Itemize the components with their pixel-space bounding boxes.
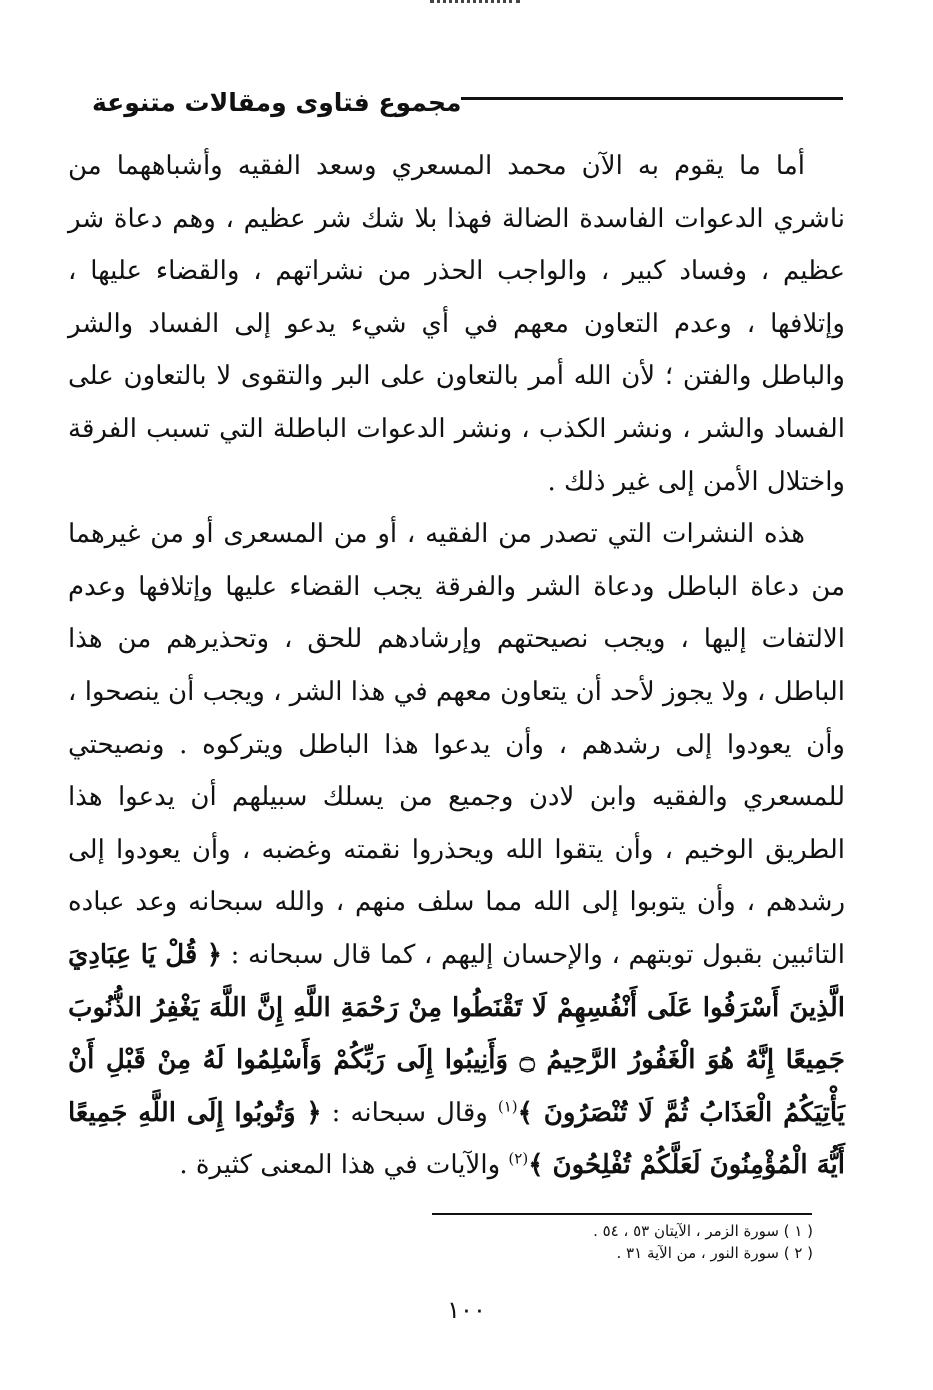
header-title: مجموع فتاوى ومقالات متنوعة xyxy=(92,87,462,117)
footnote-ref-2: (٢) xyxy=(508,1149,529,1168)
header-rule xyxy=(461,97,843,100)
paragraph-1: أما ما يقوم به الآن محمد المسعري وسعد الفقيه وأشباههما من ناشري الدعوات الفاسدة الضالة فهذا بلا شك شر عظيم ، وهم دعاة شر عظيم ، وفساد كبير ، والواجب الحذر من نشراتهم ، والقضاء عليها ، وإتلافها ، وعدم التعاون معهم في أي شيء يدعو إلى الفساد والشر والباطل والفتن ؛ لأن الله أمر بالتعاون على البر والتقوى لا بالتعاون على الفساد والشر ، ونشر الكذب ، ونشر الدعوات الباطلة التي تسبب الفرقة واختلال الأمن إلى غير ذلك . xyxy=(68,151,845,497)
footnote-ref-1: (١) xyxy=(497,1097,518,1116)
quran-verse-1: ﴿ قُلْ يَا عِبَادِيَ الَّذِينَ أَسْرَفُوا عَلَى أَنْفُسِهِمْ لَا تَقْنَطُوا مِنْ رَحْمَةِ اللَّهِ إِنَّ اللَّهَ يَغْفِرُ الذُّنُوبَ جَمِيعًا إِنَّهُ هُوَ الْغَفُورُ الرَّحِيمُ ۝ وَأَنِيبُوا إِلَى رَبِّكُمْ وَأَسْلِمُوا لَهُ مِنْ قَبْلِ أَنْ يَأْتِيَكُمُ الْعَذَابُ ثُمَّ لَا تُنْصَرُونَ ﴾ xyxy=(68,939,845,1128)
main-text xyxy=(68,140,845,1192)
text-end: والآيات في هذا المعنى كثيرة . xyxy=(179,1150,501,1181)
footnote-1: ( ١ ) سورة الزمر ، الآيتان ٥٣ ، ٥٤ . xyxy=(593,1222,813,1240)
paragraph-2-text: هذه النشرات التي تصدر من الفقيه ، أو من المسعرى أو من غيرهما من دعاة الباطل ودعاة الشر والفرقة يجب القضاء عليها وإتلافها وعدم الالتفات إليها ، ويجب نصيحتهم وإرشادهم للحق ، وتحذيرهم من هذا الباطل ، ولا يجوز لأحد أن يتعاون معهم في هذا الشر ، ويجب أن ينصحوا ، وأن يعودوا إلى رشدهم ، وأن يدعوا هذا الباطل ويتركوه . ونصيحتي للمسعري والفقيه وابن لادن وجميع من يسلك سبيلهم أن يدعوا هذا الطريق الوخيم ، وأن يتقوا الله ويحذروا نقمته وغضبه ، وأن يعودوا إلى رشدهم ، وأن يتوبوا إلى الله مما سلف منهم ، والله سبحانه وعد عباده التائبين بقبول توبتهم ، والإحسان إليهم ، كما قال سبحانه : xyxy=(68,519,846,970)
running-header xyxy=(78,80,843,124)
text-between: وقال سبحانه : xyxy=(331,1097,488,1128)
page-number: ١٠٠ xyxy=(447,1296,486,1324)
paragraph-2 xyxy=(68,508,845,1192)
quran-verse-2: ﴿ وَتُوبُوا إِلَى اللَّهِ جَمِيعًا أَيُّهَ الْمُؤْمِنُونَ لَعَلَّكُمْ تُفْلِحُونَ ﴾ xyxy=(68,1097,845,1181)
footnote-2: ( ٢ ) سورة النور ، من الآية ٣١ . xyxy=(616,1244,813,1262)
top-page-mark xyxy=(430,0,520,7)
footnote-rule xyxy=(432,1213,812,1215)
footnotes xyxy=(393,1220,813,1264)
